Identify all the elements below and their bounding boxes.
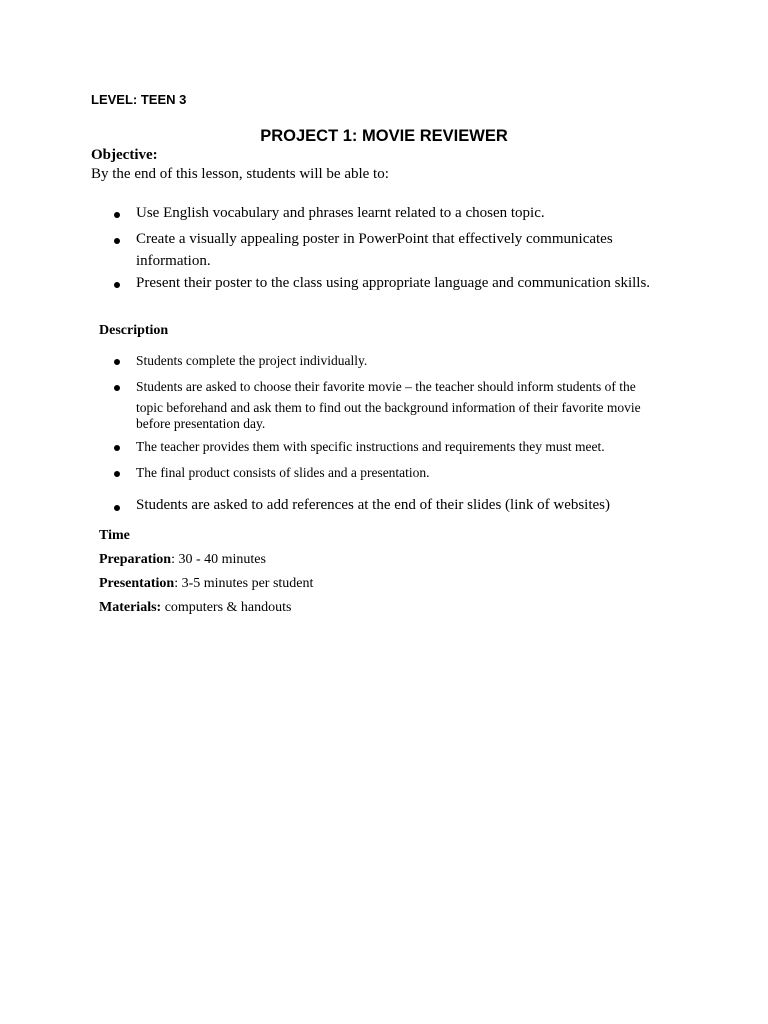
objective-heading: Objective: [91, 147, 158, 163]
objective-item-2: Create a visually appealing poster in PowerPoint that effectively communicates [136, 231, 613, 247]
bullet-icon [114, 238, 120, 244]
objective-item-1: Use English vocabulary and phrases learnt related to a chosen topic. [136, 205, 545, 221]
objective-item-2-cont: information. [136, 253, 211, 269]
description-item-5: Students are asked to add references at the end of their slides (link of websites) [136, 497, 611, 513]
level-label: LEVEL: TEEN 3 [91, 92, 187, 107]
description-item-3: The teacher provides them with specific instructions and requirements they must meet. [136, 439, 605, 454]
description-item-2: Students are asked to choose their favorite movie – the teacher should inform students of the [136, 379, 636, 394]
objective-item-3: Present their poster to the class using appropriate language and communication skills. [136, 275, 651, 291]
bullet-icon [114, 471, 120, 477]
presentation-row [99, 576, 313, 592]
time-heading: Time [99, 528, 130, 543]
objective-intro: By the end of this lesson, students will be able to: [91, 166, 389, 182]
description-heading: Description [99, 323, 169, 338]
preparation-label: Preparation [99, 552, 172, 567]
presentation-label: Presentation [99, 576, 175, 591]
bullet-icon [114, 212, 120, 218]
bullet-icon [114, 282, 120, 288]
description-item-2-cont: before presentation day. [136, 416, 266, 431]
preparation-value: : 30 - 40 minutes [171, 552, 266, 567]
bullet-icon [114, 445, 120, 451]
bullet-icon [114, 359, 120, 365]
bullet-icon [114, 385, 120, 391]
presentation-value: : 3-5 minutes per student [174, 576, 314, 591]
bullet-icon [114, 505, 120, 511]
page-title: PROJECT 1: MOVIE REVIEWER [260, 127, 508, 145]
description-item-1: Students complete the project individually. [136, 353, 368, 368]
preparation-row [99, 552, 266, 568]
materials-row [99, 600, 291, 616]
materials-value: computers & handouts [161, 600, 292, 615]
description-item-2-cont: topic beforehand and ask them to find out the background information of their favorite movie [136, 400, 641, 415]
description-item-4: The final product consists of slides and a presentation. [136, 465, 430, 480]
materials-label: Materials: [99, 600, 162, 615]
